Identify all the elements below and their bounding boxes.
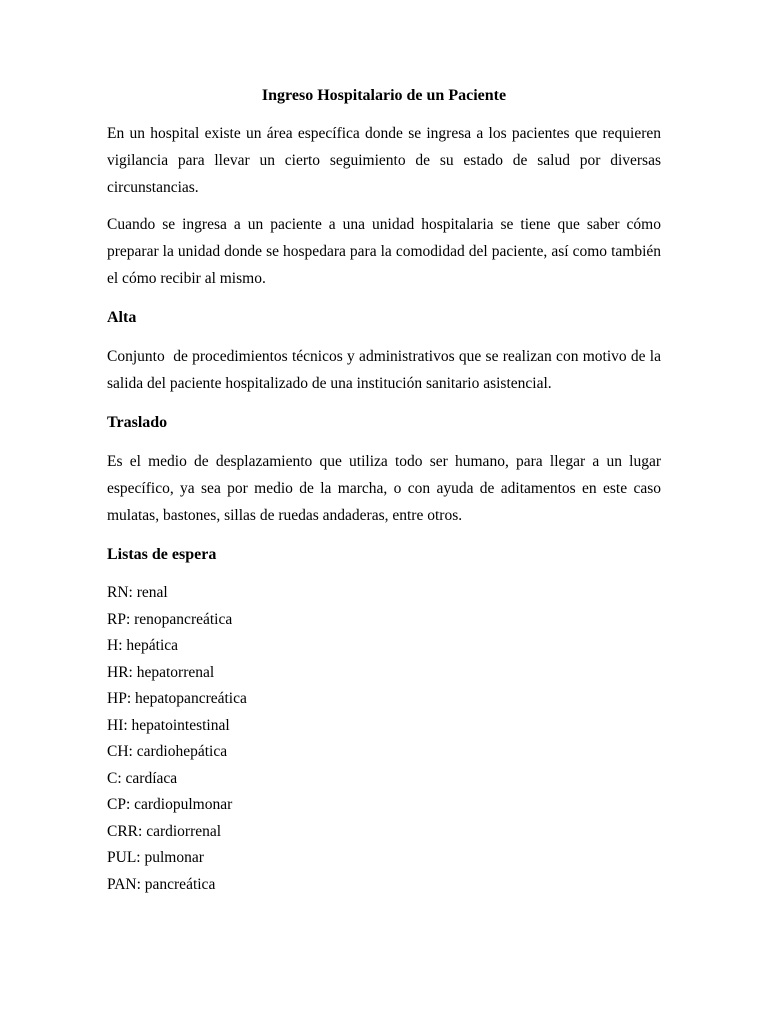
list-item: CRR: cardiorrenal [107, 822, 222, 840]
list-item: PAN: pancreática [107, 875, 216, 893]
section-text-traslado: Es el medio de desplazamiento que utiliza todo ser humano, para llegar a un lugar específico, ya sea por medio de la marcha, o con ayuda de aditamentos en este caso mulatas, bastones, sillas de ruedas andaderas, entre otros. [107, 453, 661, 524]
section-text-alta: Conjunto de procedimientos técnicos y administrativos que se realizan con motivo de la salida del paciente hospitalizado de una institución sanitario asistencial. [107, 348, 665, 392]
list-heading: Listas de espera [107, 546, 217, 563]
list-item: H: hepática [107, 637, 179, 654]
document-title: Ingreso Hospitalario de un Paciente [261, 87, 507, 104]
waiting-list [107, 580, 661, 898]
list-item: HR: hepatorrenal [107, 663, 215, 681]
list-item: HP: hepatopancreática [107, 690, 247, 707]
list-item: HI: hepatointestinal [107, 716, 230, 734]
list-item: C: cardíaca [107, 769, 178, 787]
list-item: CP: cardiopulmonar [107, 796, 233, 813]
section-heading-alta: Alta [107, 309, 137, 326]
list-item: RP: renopancreática [107, 610, 233, 628]
list-item: CH: cardiohepática [107, 743, 228, 760]
list-item: PUL: pulmonar [107, 849, 204, 866]
intro-paragraph-1: En un hospital existe un área específica donde se ingresa a los pacientes que requieren vigilancia para llevar un cierto seguimiento de su estado de salud por diversas circunstancias. [107, 125, 661, 196]
list-item: RN: renal [107, 584, 168, 601]
section-heading-traslado: Traslado [107, 414, 168, 431]
intro-paragraph-2: Cuando se ingresa a un paciente a una unidad hospitalaria se tiene que saber cómo preparar la unidad donde se hospedara para la comodidad del paciente, así como también el cómo recibir al mismo. [107, 216, 661, 287]
document-page [107, 86, 665, 898]
